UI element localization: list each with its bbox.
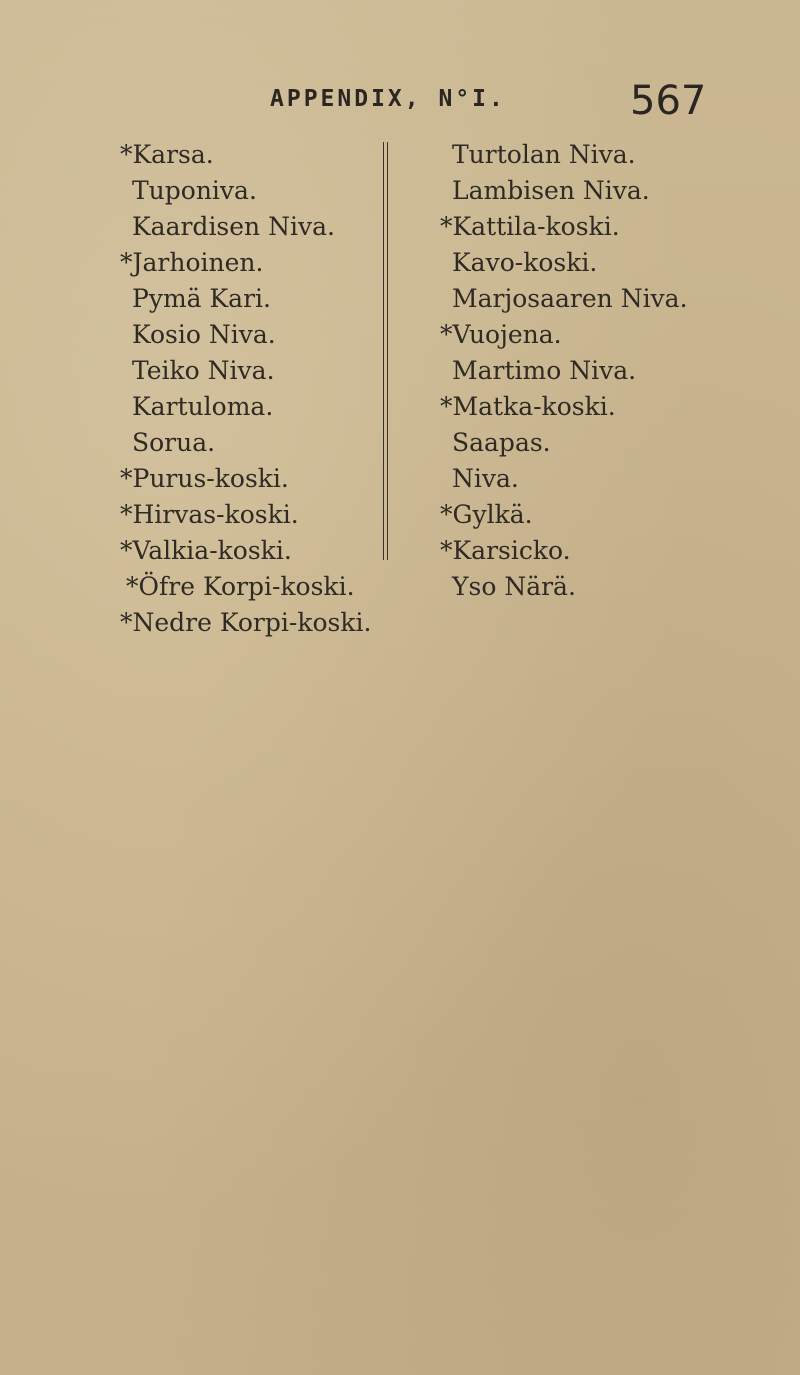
page-number: 567 <box>630 78 707 124</box>
list-item: *Öfre Korpi-koski. <box>126 572 355 601</box>
list-item: Yso Närä. <box>452 572 576 601</box>
list-item: Lambisen Niva. <box>452 176 650 205</box>
list-item: *Karsicko. <box>440 536 571 565</box>
list-item: Teiko Niva. <box>132 356 275 385</box>
list-item: *Hirvas-koski. <box>120 500 299 529</box>
list-item: Martimo Niva. <box>452 356 637 385</box>
list-item: Pymä Kari. <box>132 284 271 313</box>
list-item: *Purus-koski. <box>120 464 289 493</box>
list-item: *Vuojena. <box>440 320 562 349</box>
divider-rule <box>387 142 388 560</box>
list-item: *Kattila-koski. <box>440 212 620 241</box>
list-item: Marjosaaren Niva. <box>452 284 688 313</box>
list-item: Kaardisen Niva. <box>132 212 335 241</box>
list-item: *Nedre Korpi-koski. <box>120 608 372 637</box>
list-item: *Valkia-koski. <box>120 536 292 565</box>
list-item: Kavo-koski. <box>452 248 598 277</box>
column-divider <box>383 142 391 560</box>
list-item: Kartuloma. <box>132 392 274 421</box>
list-item: Sorua. <box>132 428 216 457</box>
divider-rule <box>383 142 384 560</box>
running-title: APPENDIX, N°I. <box>270 86 506 112</box>
list-item: Kosio Niva. <box>132 320 276 349</box>
list-item: *Karsa. <box>120 140 214 169</box>
list-item: Saapas. <box>452 428 551 457</box>
list-item: Tuponiva. <box>132 176 257 205</box>
list-item: Turtolan Niva. <box>452 140 636 169</box>
list-item: *Gylkä. <box>440 500 533 529</box>
list-item: *Matka-koski. <box>440 392 616 421</box>
list-item: Niva. <box>452 464 519 493</box>
list-item: *Jarhoinen. <box>120 248 264 277</box>
